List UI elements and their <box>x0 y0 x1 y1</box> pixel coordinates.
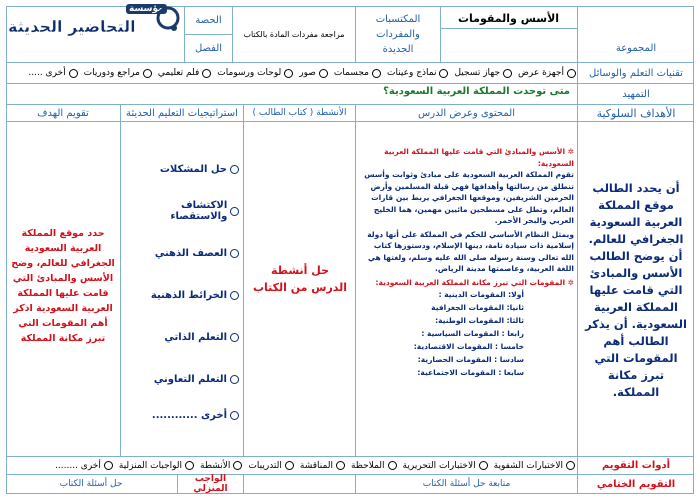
group-label: المجموعة <box>615 42 657 54</box>
car-icon <box>152 6 184 32</box>
content-heading-1: ✲ الأسس والمبادئ التي قامت عليها المملكة العربية السعودية: <box>384 147 574 168</box>
homework-label: الواجب المنزلي <box>193 474 228 494</box>
strategy-problem-solving[interactable]: حل المشكلات <box>125 148 239 190</box>
activities-header: الأنشطة ( كتاب الطالب ) <box>252 108 347 118</box>
content-para-1: تقوم المملكة العربية السعودية على مبادئ وثوابت وأسس تنطلق من رسالتها وأهدافها فهي قبلة المسلمين وأرض الحرمين الشريفين، وموقعها الجغرافي يربط بين قارات العالم، وتطل على مسطحين مائيين مهمين، هما الخليج العربي والبحر الأحمر. <box>364 170 574 225</box>
content-header: المحتوى وعرض الدرس <box>418 107 515 119</box>
logo-line2: التحاضير الحديثة <box>8 17 136 36</box>
class-label: الفصل <box>194 42 223 54</box>
lesson-label: الحصة <box>195 14 222 26</box>
content-item: أولا: المقومات الدينية : <box>438 290 524 299</box>
tools-label: تقنيات التعلم والوسائل <box>589 67 683 79</box>
book-questions-text: حل أسئلة الكتاب <box>59 479 123 489</box>
star-icon: ✲ <box>567 277 574 287</box>
radio-icon <box>230 249 239 258</box>
evaluation-header: تقويم الهدف <box>37 107 89 119</box>
strategies-list <box>125 148 239 428</box>
strategy-cooperative[interactable]: التعلم التعاوني <box>125 358 239 400</box>
objectives-text: أن يحدد الطالب موقع المملكة العربية السعودية الجغرافي للعالم. أن يوضح الطالب الأسس والمبادئ التي قامت عليها المملكة العربية السعودية. أن يذكر الطالب أهم المقومات التي تبرز مكانة المملكة. <box>585 181 687 399</box>
tool-option-boards[interactable]: لوحات ورسومات <box>217 68 293 78</box>
radio-icon <box>230 165 239 174</box>
content-item: رابعا : المقومات السياسية : <box>421 329 524 338</box>
acquired-label-line1: المكتسبات <box>375 13 421 25</box>
radio-icon <box>230 333 239 342</box>
content-item: سابعا : المقومات الاجتماعية: <box>417 368 524 377</box>
strategy-mind-maps[interactable]: الخرائط الذهنية <box>125 274 239 316</box>
content-body <box>360 146 574 451</box>
assessment-homework[interactable]: الواجبات المنزلية <box>119 461 194 471</box>
intro-label: التمهيد <box>622 88 650 100</box>
intro-text: متى توحدت المملكة العربية السعودية؟ <box>383 86 570 97</box>
tools-options <box>20 64 576 82</box>
evaluation-text: حدد موقع المملكة العربية السعودية الجغرافي للعالم، وضح الأسس والمبادئ التي قامت عليها المملكة العربية السعودية اذكر أهم المقومات التي تبرز مكانة المملكة <box>11 228 115 344</box>
tool-option-projector[interactable]: أجهزة عرض <box>518 68 576 78</box>
final-eval-label: التقويم الختامي <box>596 478 676 490</box>
radio-icon <box>230 207 239 216</box>
tool-option-other[interactable]: أخرى ..... <box>28 68 77 78</box>
follow-text: متابعة حل أسئلة الكتاب <box>422 479 511 489</box>
tool-option-models[interactable]: نماذج وعينات <box>387 68 449 78</box>
logo-line1: مؤسسة <box>126 4 167 14</box>
tool-option-pictures[interactable]: صور <box>299 68 328 78</box>
radio-icon <box>230 411 239 420</box>
assessment-observation[interactable]: الملاحظة <box>351 461 397 471</box>
acquired-label <box>356 8 440 60</box>
activities-text: حل أنشطة الدرس من الكتاب <box>252 264 348 294</box>
assessment-options <box>40 458 575 473</box>
radio-icon <box>230 291 239 300</box>
content-para-2: ويمثل النظام الأساسي للحكم في المملكة على أنها دولة إسلامية ذات سيادة تامة، دينها الإسلام، ودستورها كتاب الله تعالى وسنة رسوله صلى الله عليه وسلم، ولغتها هي اللغة العربية، وعاصمتها مدينة الرياض. <box>367 229 574 273</box>
content-item: ثانيا: المقومات الجغرافية <box>431 303 524 312</box>
assessment-activities[interactable]: الأنشطة <box>200 461 242 471</box>
strategy-brainstorming[interactable]: العصف الذهني <box>125 232 239 274</box>
vocab-label: والمفردات الجديدة <box>376 28 420 55</box>
assessment-written[interactable]: الاختبارات التحريرية <box>403 461 488 471</box>
tool-option-references[interactable]: مراجع ودوريات <box>84 68 152 78</box>
star-icon: ✲ <box>567 147 574 156</box>
assessment-other[interactable]: أخرى ........ <box>55 461 113 471</box>
lesson-title: الأسس والمقومات <box>457 11 560 25</box>
tool-option-solids[interactable]: مجسمات <box>334 68 381 78</box>
radio-icon <box>230 375 239 384</box>
content-item: سادسا : المقومات الحضارية: <box>417 355 524 364</box>
content-heading-2: ✲ المقومات التي تبرز مكانة المملكة العربية السعودية: <box>375 277 574 287</box>
strategy-discovery[interactable]: الاكتشاف والاستقصاء <box>125 190 239 232</box>
strategy-self-learning[interactable]: التعلم الذاتي <box>125 316 239 358</box>
content-item: ثالثا: المقومات الوطنية: <box>435 316 524 325</box>
strategies-header: استراتيجيات التعليم الحديثة <box>126 107 238 119</box>
assessment-discussion[interactable]: المناقشة <box>300 461 345 471</box>
tool-option-recorder[interactable]: جهاز تسجيل <box>454 68 512 78</box>
strategy-other[interactable]: أخرى ............ <box>125 400 239 430</box>
assessment-exercises[interactable]: التدريبات <box>248 461 293 471</box>
content-items <box>360 288 574 379</box>
assessment-label: أدوات التقويم <box>601 460 671 471</box>
content-item: خامسا : المقومات الاقتصادية: <box>413 342 524 351</box>
assessment-oral[interactable]: الاختبارات الشفوية <box>494 461 575 471</box>
review-label: مراجعة مفردات المادة بالكتاب <box>243 29 345 39</box>
objectives-header: الأهداف السلوكية <box>596 106 676 120</box>
logo <box>6 2 184 42</box>
tool-option-film[interactable]: فلم تعليمي <box>158 68 211 78</box>
